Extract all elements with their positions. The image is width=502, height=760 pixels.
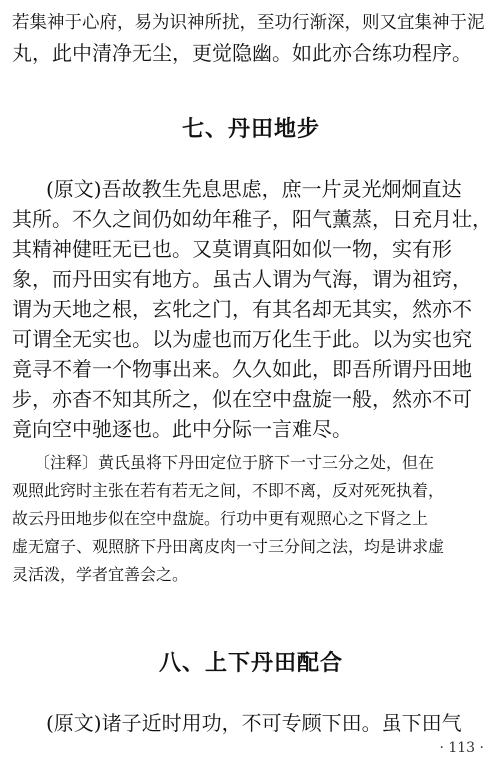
note-line: 观照此窍时主张在若有若无之间，不即不离，反对死死执着，	[12, 481, 445, 500]
text-line: (原文)诸子近时用功，不可专顾下田。虽下田气	[46, 711, 462, 735]
note-line: 故云丹田地步似在空中盘旋。行功中更有观照心之下肾之上	[12, 509, 429, 528]
text-line: 步，亦杳不知其所之，似在空中盘旋一般，然亦不可	[12, 387, 472, 411]
text-line: (原文)吾故教生先息思虑，庶一片灵光炯炯直达	[46, 177, 462, 201]
section-heading: 八、上下丹田配合	[158, 650, 343, 676]
text-line: 竟向空中驰逐也。此中分际一言难尽。	[12, 417, 352, 441]
page-number: · 113 ·	[439, 740, 484, 756]
text-line: 丸，此中清净无尘，更觉隐幽。如此亦合练功程序。	[12, 41, 472, 65]
text-line: 竟寻不着一个物事出来。久久如此，即吾所谓丹田地	[12, 357, 472, 381]
text-line: 可谓全无实也。以为虚也而万化生于此。以为实也究	[12, 327, 472, 351]
note-line: 〔注释〕黄氏虽将下丹田定位于脐下一寸三分之处，但在	[34, 453, 435, 472]
note-line: 虚无窟子、观照脐下丹田离皮肉一寸三分间之法，均是讲求虚	[12, 537, 445, 556]
text-line: 其所。不久之间仍如幼年稚子，阳气薰蒸，日充月壮，	[12, 207, 492, 231]
text-line: 若集神于心府，易为识神所扰，至功行渐深，则又宜集神于泥	[12, 13, 485, 33]
section-heading: 七、丹田地步	[181, 116, 320, 142]
text-line: 谓为天地之根，玄牝之门，有其名却无其实，然亦不	[12, 297, 472, 321]
text-line: 象，而丹田实有地方。虽古人谓为气海，谓为祖窍，	[12, 267, 472, 291]
text-line: 其精神健旺无已也。又莫谓真阳如似一物，实有形	[12, 237, 452, 261]
note-line: 灵活泼，学者宜善会之。	[12, 565, 189, 584]
